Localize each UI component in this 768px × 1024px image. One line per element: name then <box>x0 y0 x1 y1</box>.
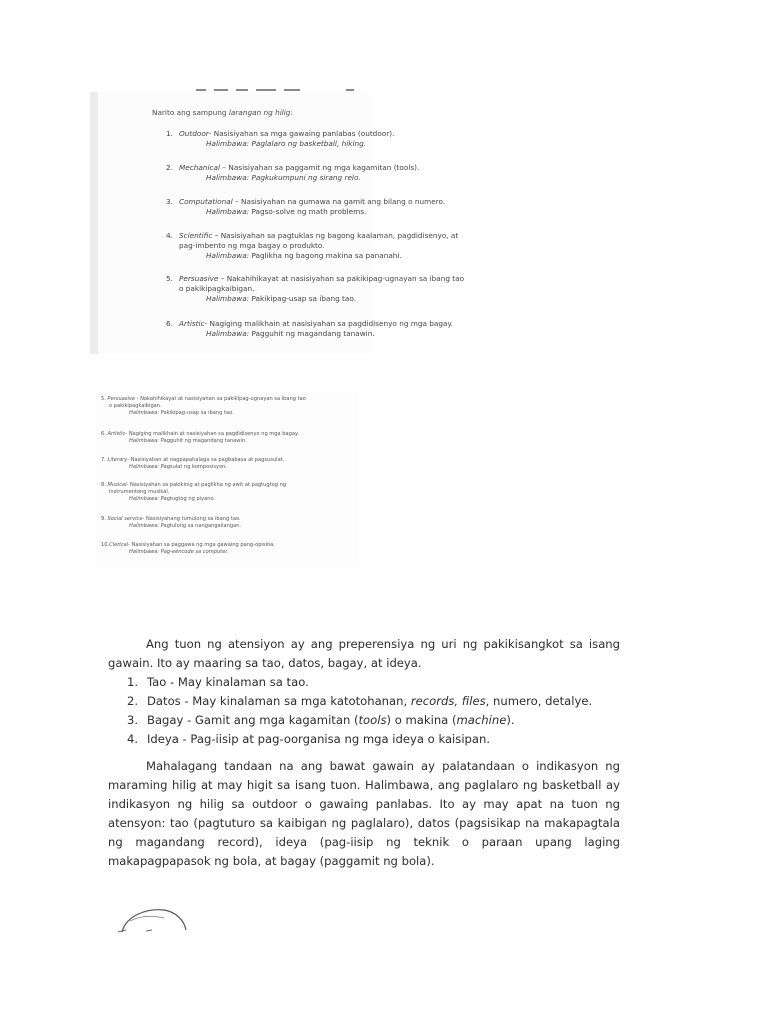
example-label: Halimbawa: <box>129 549 160 555</box>
example-text: Paglalaro ng basketball, hiking. <box>251 139 367 148</box>
list-text: Bagay - Gamit ang mga kagamitan ( <box>147 713 359 727</box>
list-text-italic: records, files <box>410 694 486 708</box>
item-description: Nasisiyahan sa pakikinig at paglikha ng awit at pagtugtog ng <box>130 482 287 488</box>
example-label: Halimbawa: <box>206 207 250 216</box>
interest-item <box>101 396 306 417</box>
interest-item <box>101 542 275 556</box>
list-item <box>127 711 592 730</box>
item-term: Literary <box>107 457 128 463</box>
item-term: Social service <box>107 516 143 522</box>
example-text: Pagtugtog ng piyano. <box>160 496 216 502</box>
item-term: Persuasive <box>179 274 219 283</box>
item-description: Nakahihikayat at nasisiyahan sa pakikipag-ugnayan sa ibang tao <box>140 396 306 402</box>
list-text: ). <box>506 713 515 727</box>
item-number: 9. <box>101 516 106 522</box>
item-description: Nagiging malikhain at nasisiyahan sa pagdidisenyo ng mga bagay. <box>128 431 299 437</box>
example-label: Halimbawa: <box>129 438 160 444</box>
example-text: Pakikipag-usap sa ibang tao. <box>160 410 234 416</box>
list-item <box>127 673 592 692</box>
item-separator: - <box>125 431 129 437</box>
example-label: Halimbawa: <box>129 496 160 502</box>
list-text: Datos - May kinalaman sa mga katotohanan, <box>147 694 411 708</box>
interest-item <box>166 274 464 304</box>
item-separator: - <box>208 129 214 138</box>
list-number: 1. <box>127 675 139 689</box>
list-item <box>127 692 592 711</box>
cut-off-text-fragment <box>196 89 376 93</box>
item-description-continued: o pakikipagkaibigan. <box>109 403 162 409</box>
list-text: ) o makina ( <box>386 713 457 727</box>
item-term: Artistic <box>107 431 126 437</box>
scanned-excerpt-bottom <box>96 392 358 566</box>
intro-text: Narito ang sampung larangan ng hilig: <box>152 108 293 117</box>
item-term: Musical <box>107 482 127 488</box>
item-description: Nasisiyahan at nagpapahalaga sa pagbabasa at pagsusulat. <box>130 457 285 463</box>
interest-item <box>166 197 445 217</box>
item-description: Nagiging malikhain at nasisiyahan sa pagdidisenyo ng mga bagay. <box>209 319 454 328</box>
list-text: Tao - May kinalaman sa tao. <box>147 675 309 689</box>
example-label: Halimbawa: <box>206 294 250 303</box>
interest-item <box>166 319 453 339</box>
hand-drawn-sketch <box>116 906 192 936</box>
interest-item <box>101 431 299 445</box>
item-separator: - <box>127 457 131 463</box>
item-term: Clerical <box>109 542 129 548</box>
item-number: 6. <box>166 319 173 328</box>
example-text: Pagtulong sa nangangailangan. <box>160 523 242 529</box>
interest-item <box>166 163 419 183</box>
item-description: Nakahihikayat at nasisiyahan sa pakikipag-ugnayan sa ibang tao <box>226 274 465 283</box>
item-description: Nasisiyahan sa paggawa ng mga gawaing pang-opisina. <box>131 542 275 548</box>
item-description: Nasisiyahan sa paggamit ng mga kagamitan (tools). <box>228 163 420 172</box>
item-separator: – <box>212 231 221 240</box>
example-label: Halimbawa: <box>206 139 250 148</box>
example-text: Pagguhit ng magandang tanawin. <box>251 329 375 338</box>
list-item <box>127 730 592 749</box>
list-text-italic: tools <box>358 713 387 727</box>
item-description: Nasisiyahan sa pagtuklas ng bagong kaalaman, pagdidisenyo, at <box>220 231 459 240</box>
item-number: 3. <box>166 197 173 206</box>
example-label: Halimbawa: <box>129 464 160 470</box>
example-text: Pagso-solve ng math problems. <box>251 207 367 216</box>
scan-edge <box>90 92 98 354</box>
interest-item <box>101 482 286 503</box>
item-separator: - <box>128 542 132 548</box>
item-number: 7. <box>101 457 106 463</box>
item-description-continued: pag-imbento ng mga bagay o produkto. <box>179 241 325 250</box>
item-description: Nasisiyahan sa mga gawaing panlabas (outdoor). <box>213 129 395 138</box>
interest-areas-intro <box>152 108 293 118</box>
interest-item <box>166 129 394 149</box>
example-label: Halimbawa: <box>206 329 250 338</box>
item-description-continued: instrumentong musikal. <box>109 489 170 495</box>
item-number: 5. <box>166 274 173 283</box>
list-text-italic: machine <box>456 713 507 727</box>
paragraph-text: Ang tuon ng atensiyon ay ang preperensiya ng uri ng pakikisangkot sa isang gawain. Ito ay maaring sa tao, datos, bagay, at ideya. <box>108 637 620 670</box>
item-term: Outdoor <box>179 129 209 138</box>
item-number: 5. <box>101 396 106 402</box>
item-separator: - <box>204 319 210 328</box>
list-number: 4. <box>127 732 139 746</box>
interest-item <box>101 516 241 530</box>
multiple-interests-paragraph <box>108 757 620 871</box>
item-number: 10. <box>101 542 110 548</box>
example-text: Pagkukumpuni ng sirang relo. <box>251 173 361 182</box>
interest-item <box>166 231 458 261</box>
item-term: Scientific <box>179 231 213 240</box>
item-term: Computational <box>179 197 233 206</box>
interest-item <box>101 457 284 471</box>
item-number: 6. <box>101 431 106 437</box>
paragraph-text: Mahalagang tandaan na ang bawat gawain ay palatandaan o indikasyon ng maraming hilig at may higit sa isang tuon. Halimbawa, ang paglalaro ng basketball ay indikasyon ng hilig sa outdoor o gawaing panlabas. Ito ay may apat na tuon ng atensyon: tao (pagtuturo sa kaibigan ng paglalaro), datos (pagsisikap na makapagtala ng magandang record), ideya (pag-iisip ng teknik o paraan upang laging makapagpapasok ng bola, at bagay (paggamit ng bola). <box>108 759 620 868</box>
example-label: Halimbawa: <box>129 410 160 416</box>
item-number: 1. <box>166 129 173 138</box>
example-text: Pakikipag-usap sa ibang tao. <box>251 294 357 303</box>
list-number: 2. <box>127 694 139 708</box>
focus-of-attention-paragraph <box>108 635 620 673</box>
list-text: , numero, detalye. <box>485 694 593 708</box>
example-label: Halimbawa: <box>206 173 250 182</box>
item-description: Nasisiyahang tumulong sa ibang tao. <box>145 516 241 522</box>
item-description-continued: o pakikipagkaibigan. <box>179 284 255 293</box>
item-separator: – <box>220 163 229 172</box>
example-text: Pag-eencode sa computer. <box>160 549 229 555</box>
item-number: 4. <box>166 231 173 240</box>
focus-list <box>127 673 592 749</box>
item-number: 8. <box>101 482 106 488</box>
item-term: Persuasive <box>107 396 136 402</box>
item-separator: – <box>232 197 242 206</box>
example-label: Halimbawa: <box>206 251 250 260</box>
item-separator: – <box>218 274 227 283</box>
item-term: Artistic <box>179 319 205 328</box>
item-description: Nasisiyahan na gumawa na gamit ang bilang o numero. <box>241 197 446 206</box>
item-term: Mechanical <box>179 163 221 172</box>
example-text: Pagguhit ng magandang tanawin. <box>160 438 247 444</box>
example-text: Paglikha ng bagong makina sa pananahi. <box>251 251 402 260</box>
list-number: 3. <box>127 713 139 727</box>
example-label: Halimbawa: <box>129 523 160 529</box>
list-text: Ideya - Pag-iisip at pag-oorganisa ng mga ideya o kaisipan. <box>147 732 491 746</box>
item-separator: - <box>135 396 141 402</box>
item-separator: - <box>126 482 130 488</box>
item-number: 2. <box>166 163 173 172</box>
item-separator: - <box>142 516 146 522</box>
example-text: Pagsulat ng komposisyon. <box>160 464 227 470</box>
